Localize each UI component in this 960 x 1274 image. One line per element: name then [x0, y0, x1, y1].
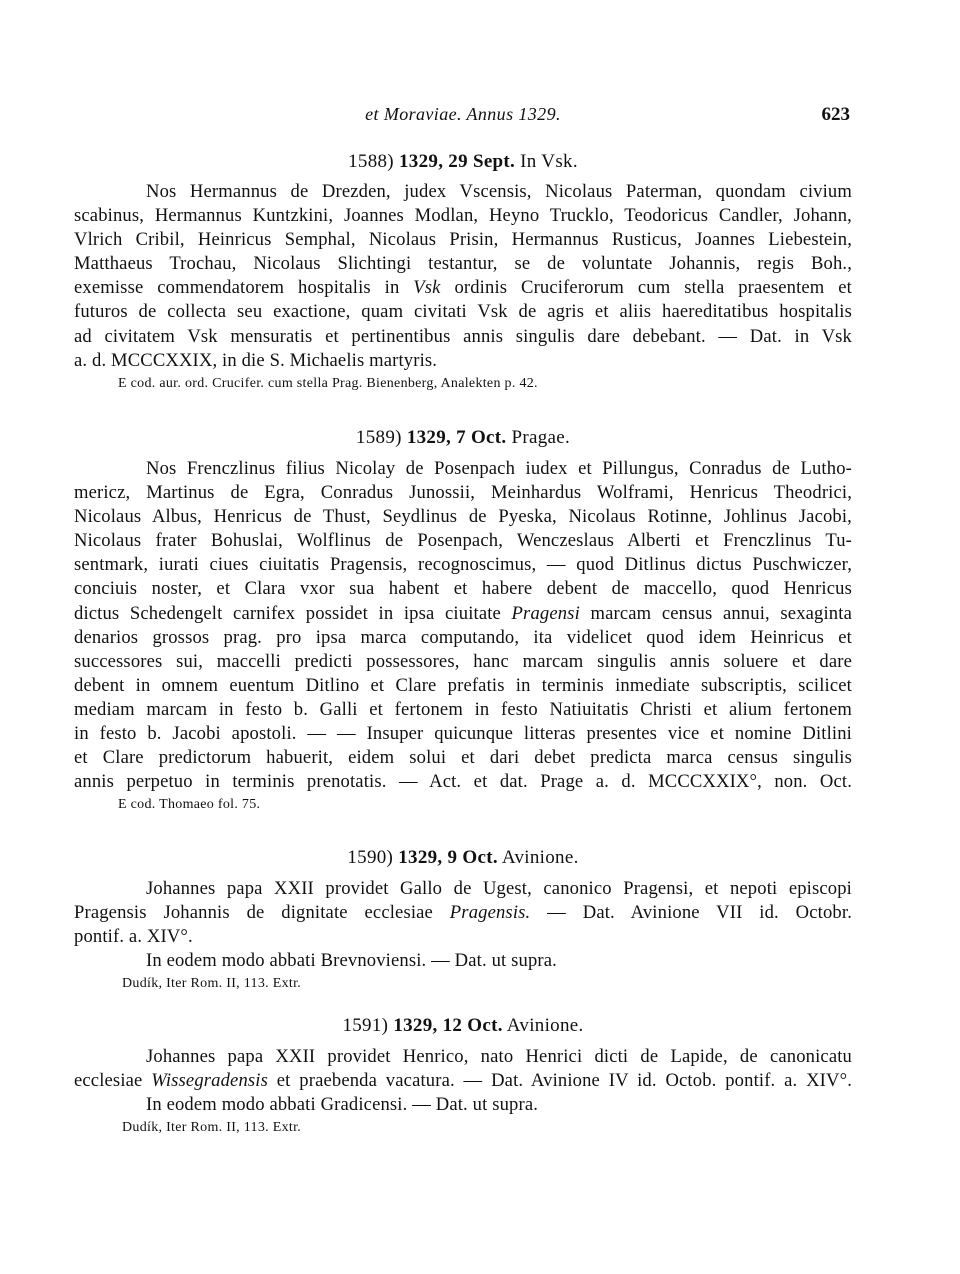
text-line: conciuis noster, et Clara vxor sua habent et habere debent de maccello, quod Henricus: [74, 578, 852, 600]
text-line: mediam marcam in festo b. Galli et fertonem in festo Natiuitatis Christi et alium fertonem: [74, 698, 852, 720]
text-line: mericz, Martinus de Egra, Conradus Junossii, Meinhardus Wolframi, Henricus Theodrici,: [74, 482, 852, 504]
text-line: ad civitatem Vsk mensuratis et pertinentibus annis singulis dare debebant. — Dat. in Vsk: [74, 325, 852, 347]
entry-place: Avinione.: [506, 1015, 584, 1036]
entry-date: 1329, 9 Oct.: [398, 847, 498, 868]
entry-heading: [74, 1014, 852, 1038]
text-line: Pragensis Johannis de dignitate ecclesiae Pragensis. — Dat. Avinione VII id. Octobr.: [74, 902, 852, 924]
entry-heading: [74, 426, 852, 450]
text-line: debent in omnem euentum Ditlino et Clare prefatis in terminis inmediate subscriptis, scilicet: [74, 674, 852, 696]
running-head: [74, 104, 852, 128]
entry-date: 1329, 7 Oct.: [406, 427, 507, 448]
entry-number: 1590): [347, 847, 394, 868]
entry-text: [74, 457, 852, 794]
entry-text: [74, 180, 852, 373]
text-line: exemisse commendatorem hospitalis in Vsk ordinis Cruciferorum cum stella praesentem et: [74, 277, 852, 299]
entry-heading: [74, 846, 852, 870]
document-entry-1589: [74, 426, 852, 814]
text-line: In eodem modo abbati Brevnoviensi. — Dat. ut supra.: [146, 950, 557, 972]
source-note: E cod. aur. ord. Crucifer. cum stella Prag. Bienenberg, Analekten p. 42.: [118, 375, 538, 391]
entry-place: Avinione.: [501, 847, 579, 868]
entry-number: 1588): [348, 151, 394, 172]
text-line: Vlrich Cribil, Heinricus Semphal, Nicolaus Prisin, Hermannus Rusticus, Joannes Liebestein,: [74, 229, 852, 251]
entry-place: In Vsk.: [520, 151, 578, 172]
text-line: Nicolaus Albus, Henricus de Thust, Seydlinus de Pyeska, Nicolaus Rotinne, Johlinus Jacobi,: [74, 506, 852, 528]
entry-text: [74, 1045, 852, 1117]
entry-date: 1329, 29 Sept.: [399, 151, 516, 172]
text-line: et Clare predictorum habuerit, eidem solui et dari debet predicta marca census singulis: [74, 747, 852, 769]
text-line: Nicolaus frater Bohuslai, Wolflinus de Posenpach, Wenczeslaus Alberti et Frenczlinus Tu-: [74, 530, 852, 552]
entry-place: Pragae.: [511, 427, 571, 448]
source-note: Dudík, Iter Rom. II, 113. Extr.: [122, 976, 302, 992]
document-entry-1590: [74, 846, 852, 993]
text-line: Johannes papa XXII providet Henrico, nato Henrici dicti de Lapide, de canonicatu: [146, 1046, 852, 1067]
text-line: successores sui, maccelli predicti possessores, hanc marcam singulis annis soluere et dare: [74, 650, 852, 672]
entry-heading: [74, 150, 852, 174]
text-line: denarios grossos prag. pro ipsa marca computando, ita videlicet quod idem Heinricus et: [74, 626, 852, 648]
entry-text: [74, 877, 852, 973]
text-line: in festo b. Jacobi apostoli. — — Insuper quicunque litteras presentes vice et nomine Ditlini: [74, 723, 852, 745]
entry-number: 1591): [342, 1015, 389, 1036]
document-entry-1591: [74, 1014, 852, 1137]
page-number: 623: [821, 104, 850, 125]
running-title: et Moraviae. Annus 1329.: [365, 104, 561, 124]
entry-date: 1329, 12 Oct.: [393, 1015, 503, 1036]
text-line: scabinus, Hermannus Kuntzkini, Joannes Modlan, Heyno Trucklo, Teodoricus Candler, Johann,: [74, 205, 852, 227]
source-note: E cod. Thomaeo fol. 75.: [118, 797, 261, 813]
text-line: dictus Schedengelt carnifex possidet in ipsa ciuitate Pragensi marcam census annui, sexaginta: [74, 602, 852, 624]
text-line: pontif. a. XIV°.: [74, 926, 193, 948]
document-entry-1588: [74, 150, 852, 393]
text-line: Matthaeus Trochau, Nicolaus Slichtingi testantur, se de voluntate Johannis, regis Boh.,: [74, 253, 852, 275]
source-note: Dudík, Iter Rom. II, 113. Extr.: [122, 1120, 302, 1136]
text-line: Nos Hermannus de Drezden, judex Vscensis, Nicolaus Paterman, quondam civium: [146, 181, 852, 202]
entry-number: 1589): [355, 427, 402, 448]
text-line: ecclesiae Wissegradensis et praebenda vacatura. — Dat. Avinione IV id. Octob. pontif. a. XIV°.: [74, 1070, 852, 1092]
text-line: Nos Frenczlinus filius Nicolay de Posenpach iudex et Pillungus, Conradus de Lutho-: [146, 458, 852, 479]
text-line: sentmark, iurati ciues ciuitatis Pragensis, recognoscimus, — quod Ditlinus dictus Puschwiczer,: [74, 554, 852, 576]
text-line: a. d. MCCCXXIX, in die S. Michaelis martyris.: [74, 349, 438, 371]
text-line: Johannes papa XXII providet Gallo de Ugest, canonico Pragensi, et nepoti episcopi: [146, 878, 852, 899]
text-line: futuros de collecta seu exactione, quam civitati Vsk de agris et aliis haereditatibus hospitalis: [74, 301, 852, 323]
text-line: In eodem modo abbati Gradicensi. — Dat. ut supra.: [146, 1094, 539, 1116]
text-line: annis perpetuo in terminis prenotatis. — Act. et dat. Prage a. d. MCCCXXIX°, non. Oct.: [74, 771, 852, 793]
